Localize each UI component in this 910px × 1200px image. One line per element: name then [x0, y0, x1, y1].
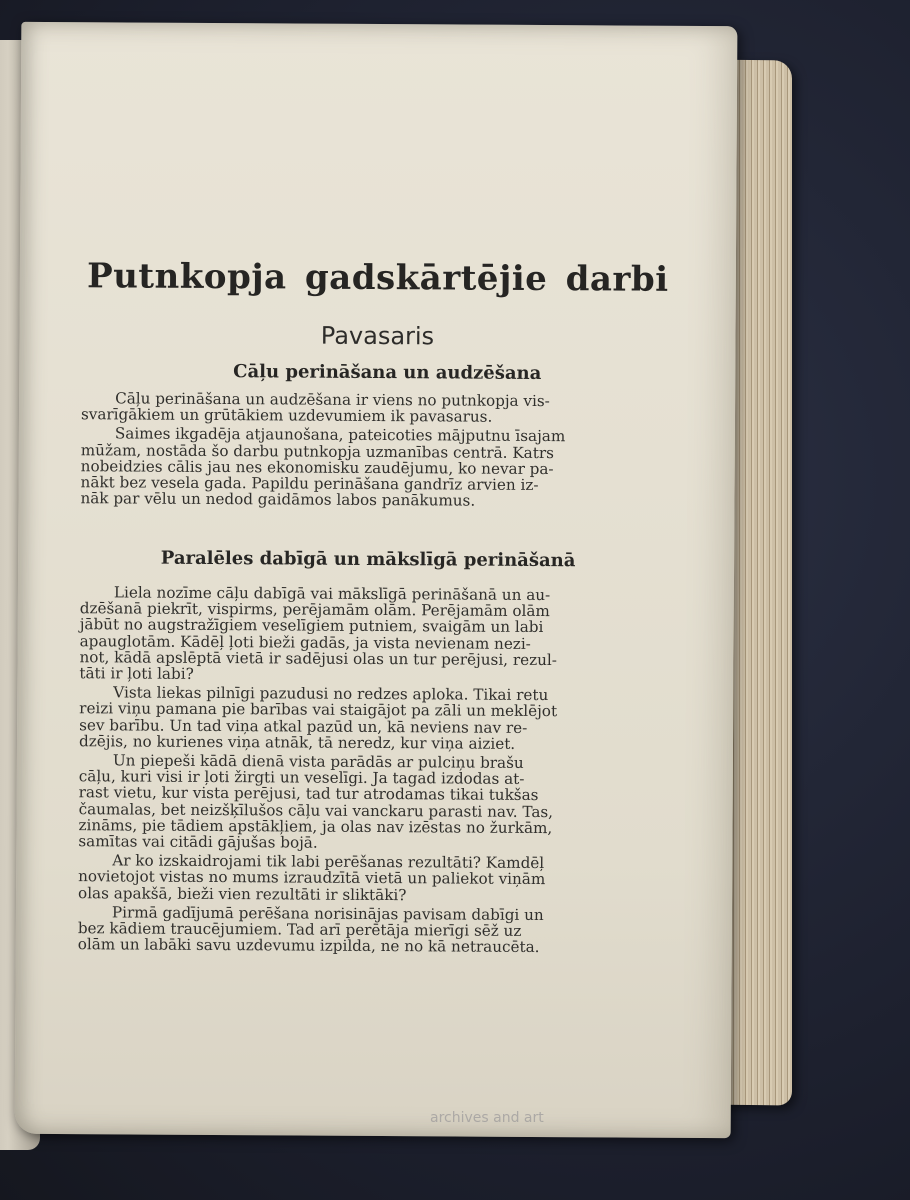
- section-heading-2: Paralēles dabīgā un mākslīgā perināšanā: [160, 547, 576, 572]
- text-line: nākt bez vesela gada. Papildu perināšana gandrīz arvien iz-: [80, 473, 539, 495]
- paragraph: [78, 752, 641, 853]
- text-line: nobeidzies cālis jau nes ekonomisku zaudējumu, ko nevar pa-: [80, 457, 554, 478]
- paragraph: [80, 426, 642, 510]
- paragraph: [78, 852, 640, 904]
- text-line: Cāļu perināšana un audzēšana ir viens no putnkopja vis-: [115, 389, 550, 411]
- section-heading-1: Cāļu perināšana un audzēšana: [233, 361, 542, 385]
- text-line: olām un labāki savu uzdevumu izpilda, ne no kā netraucēta.: [77, 935, 540, 957]
- text-line: novietojot vistas no mums izraudzītā vietā un paliekot viņām: [78, 867, 546, 889]
- text-line: dzēšanā piekrīt, vispirms, perējamām olām. Perējamām olām: [79, 599, 550, 621]
- text-line: cāļu, kuri visi ir ļoti žirgti un veselīgi. Ja tagad izdodas at-: [78, 767, 525, 789]
- paragraph: [78, 904, 640, 956]
- text-line: sev barību. Un tad viņa atkal pazūd un, kā neviens nav re-: [79, 715, 528, 737]
- text-line: dzējis, no kurienes viņa atnāk, tā neredz, kur viņa aiziet.: [78, 732, 516, 753]
- text-line: rast vietu, kur vista perējusi, tad tur atrodamas tikai tukšas: [78, 783, 539, 805]
- text-line: reizi viņu pamana pie barības vai staigājot pa zāli un meklējot: [79, 699, 558, 721]
- text-line: olas apakšā, bieži vien rezultāti ir sliktāki?: [78, 883, 407, 904]
- text-line: apauglotām. Kādēļ ļoti bieži gadās, ja vista nevienam nezi-: [79, 631, 531, 653]
- section-2-body: [78, 584, 642, 956]
- book-page: [15, 22, 738, 1138]
- text-line: Saimes ikgadēja atjaunošana, pateicoties mājputnu īsajam: [114, 424, 566, 446]
- text-line: zināms, pie tādiem apstākļiem, ja olas nav izēstas no žurkām,: [78, 816, 553, 837]
- watermark: archives and art: [430, 1110, 544, 1126]
- text-line: not, kādā apslēptā vietā ir sadējusi olas un tur perējusi, rezul-: [79, 648, 557, 669]
- text-line: jābūt no augstražīgiem veselīgiem putniem, svaigām un labi: [79, 615, 544, 637]
- text-line: čaumalas, bet neizšķīlušos cāļu vai vanckaru parasti nav. Tas,: [78, 799, 554, 821]
- text-line: samītas vai citādi gājušas bojā.: [78, 832, 318, 852]
- text-line: Vista liekas pilnīgi pazudusi no redzes aploka. Tikai retu: [113, 683, 549, 705]
- text-line: tāti ir ļoti labi?: [79, 664, 194, 683]
- text-line: Pirmā gadījumā perēšana norisinājas pavisam dabīgi un: [111, 903, 544, 924]
- text-line: mūžam, nostāda šo darbu putnkopja uzmanības centrā. Katrs: [80, 440, 554, 462]
- text-line: Ar ko izskaidrojami tik labi perēšanas rezultāti? Kamdēļ: [112, 851, 545, 873]
- text-line: svarīgākiem un grūtākiem uzdevumiem ik pavasarus.: [80, 405, 493, 426]
- text-line: Liela nozīme cāļu dabīgā vai mākslīgā perināšanā un au-: [113, 583, 551, 605]
- paragraph: [81, 390, 643, 426]
- season-heading: Pavasaris: [320, 321, 435, 351]
- paragraph: [79, 684, 641, 752]
- text-line: bez kādiem traucējumiem. Tad arī perētāja mierīgi sēž uz: [77, 919, 522, 940]
- text-line: nāk par vēlu un nedod gaidāmos labos panākumus.: [80, 489, 476, 510]
- page-title: Putnkopja gadskārtējie darbi: [86, 256, 669, 300]
- text-line: Un piepeši kādā dienā vista parādās ar pulciņu brašu: [112, 751, 524, 772]
- paragraph: [79, 584, 642, 685]
- section-1-body: [80, 390, 643, 510]
